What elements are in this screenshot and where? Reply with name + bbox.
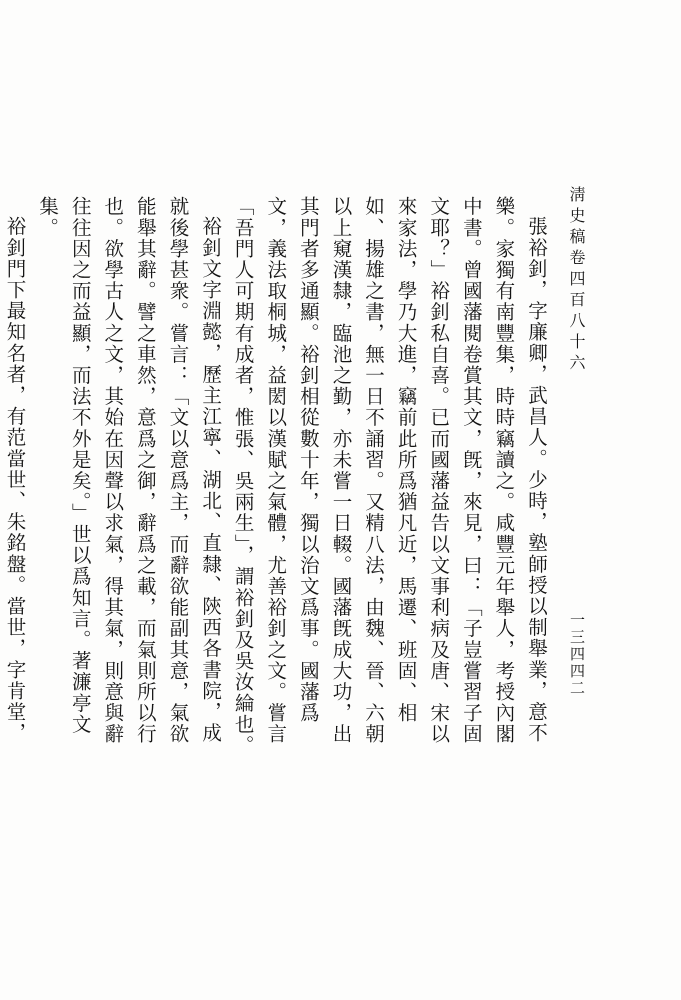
page-number: 一三四四二 bbox=[568, 612, 586, 697]
paragraph-writing-views: 裕釗文字淵懿，歷主江寧、湖北、直隸、陝西各書院，成就後學甚衆。嘗言：「文以意爲主，而辭欲能副其意，氣欲能舉其辭。譬之車然，意爲之御，辭爲之載，而氣則所以行也。欲學古人之文，其始在因聲以求氣，得其氣，則意與辭往往因之而益顯，而法不外是矣。」世以爲知言。著濂亭文集。 bbox=[36, 196, 223, 745]
paragraph-disciples: 裕釗門下最知名者，有范當世、朱銘盤。當世，字肯堂， bbox=[3, 215, 27, 743]
running-title: 淸史稿卷四百八十六 bbox=[567, 186, 586, 375]
paragraph-zhang-yuzhao: 張裕釗，字廉卿，武昌人。少時，塾師授以制舉業，意不樂。家獨有南豐集，時時竊讀之。咸豐元年舉人，考授內閣中書。曾國藩閱卷賞其文，旣，來見，曰：「子豈嘗習子固文耶？」裕釗私自喜。已而國藩益告以文事利病及唐、宋以來家法，學乃大進，竊前此所爲猶凡近，馬遷、班固、相如、揚雄之書，無一日不誦習。又精八法，由魏、晉、六朝以上窺漢隸，臨池之勤，亦未嘗一日輟。國藩旣成大功，出其門者多通顯。裕釗相從數十年，獨以治文爲事。國藩爲文，義法取桐城，益閎以漢賦之氣體，尤善裕釗之文。嘗言「吾門人可期有成者，惟張、吳兩生」，謂裕釗及吳汝綸也。 bbox=[231, 196, 548, 756]
main-text-block bbox=[3, 196, 552, 756]
